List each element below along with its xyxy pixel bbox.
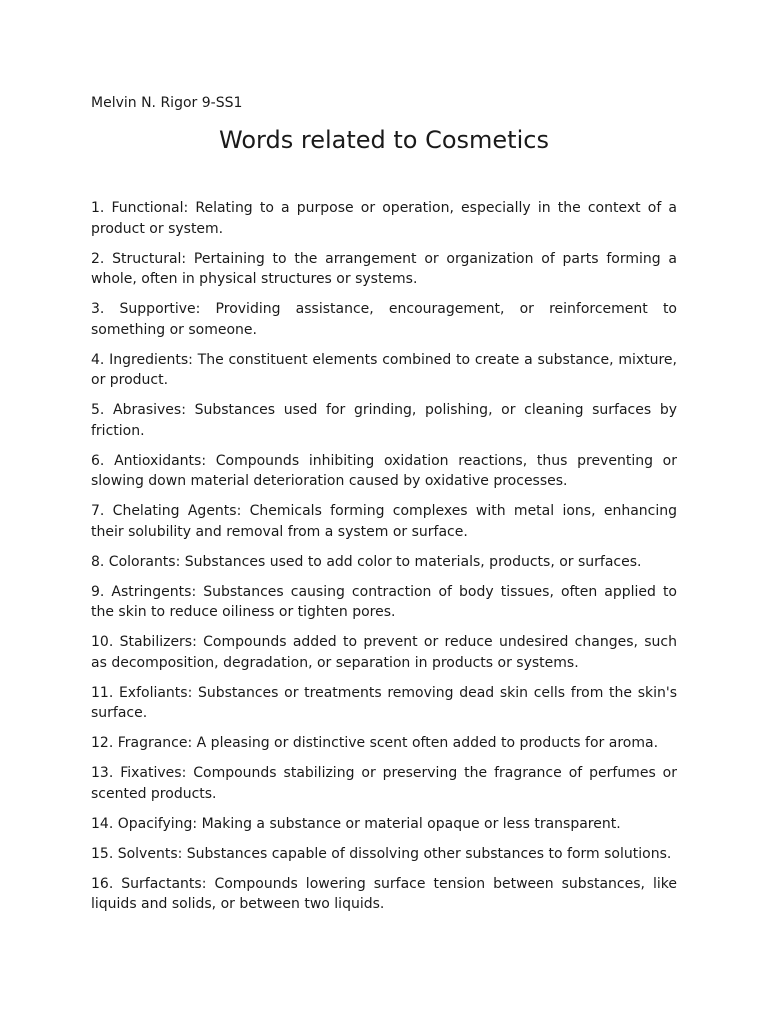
word-entry: 14. Opacifying: Making a substance or material opaque or less transparent. <box>91 815 621 832</box>
word-entry: 3. Supportive: Providing assistance, encouragement, or reinforcement to something or someone. <box>91 301 677 338</box>
word-entry: 12. Fragrance: A pleasing or distinctive scent often added to products for aroma. <box>91 735 659 751</box>
author-line: Melvin N. Rigor 9-SS1 <box>91 95 243 111</box>
word-entry: 11. Exfoliants: Substances or treatments removing dead skin cells from the skin's surface. <box>91 684 677 721</box>
word-entry: 15. Solvents: Substances capable of dissolving other substances to form solutions. <box>91 845 672 862</box>
word-entry: 7. Chelating Agents: Chemicals forming complexes with metal ions, enhancing their solubility and removal from a system or surface. <box>91 503 677 540</box>
word-entry: 16. Surfactants: Compounds lowering surface tension between substances, like liquids and solids, or between two liquids. <box>91 875 677 912</box>
word-entry: 10. Stabilizers: Compounds added to prevent or reduce undesired changes, such as decomposition, degradation, or separation in products or systems. <box>91 634 677 671</box>
word-entry: 4. Ingredients: The constituent elements combined to create a substance, mixture, or product. <box>91 351 677 388</box>
document-title: Words related to Cosmetics <box>219 126 549 154</box>
word-entry: 13. Fixatives: Compounds stabilizing or preserving the fragrance of perfumes or scented products. <box>91 765 677 802</box>
word-entry: 8. Colorants: Substances used to add color to materials, products, or surfaces. <box>91 553 642 570</box>
word-entry: 2. Structural: Pertaining to the arrangement or organization of parts forming a whole, often in physical structures or systems. <box>91 250 677 287</box>
word-list <box>91 198 677 924</box>
word-entry: 6. Antioxidants: Compounds inhibiting oxidation reactions, thus preventing or slowing down material deterioration caused by oxidative processes. <box>91 452 677 489</box>
word-entry: 5. Abrasives: Substances used for grinding, polishing, or cleaning surfaces by friction. <box>91 402 677 439</box>
word-entry: 1. Functional: Relating to a purpose or operation, especially in the context of a product or system. <box>91 200 677 237</box>
word-entry: 9. Astringents: Substances causing contraction of body tissues, often applied to the skin to reduce oiliness or tighten pores. <box>91 583 677 620</box>
